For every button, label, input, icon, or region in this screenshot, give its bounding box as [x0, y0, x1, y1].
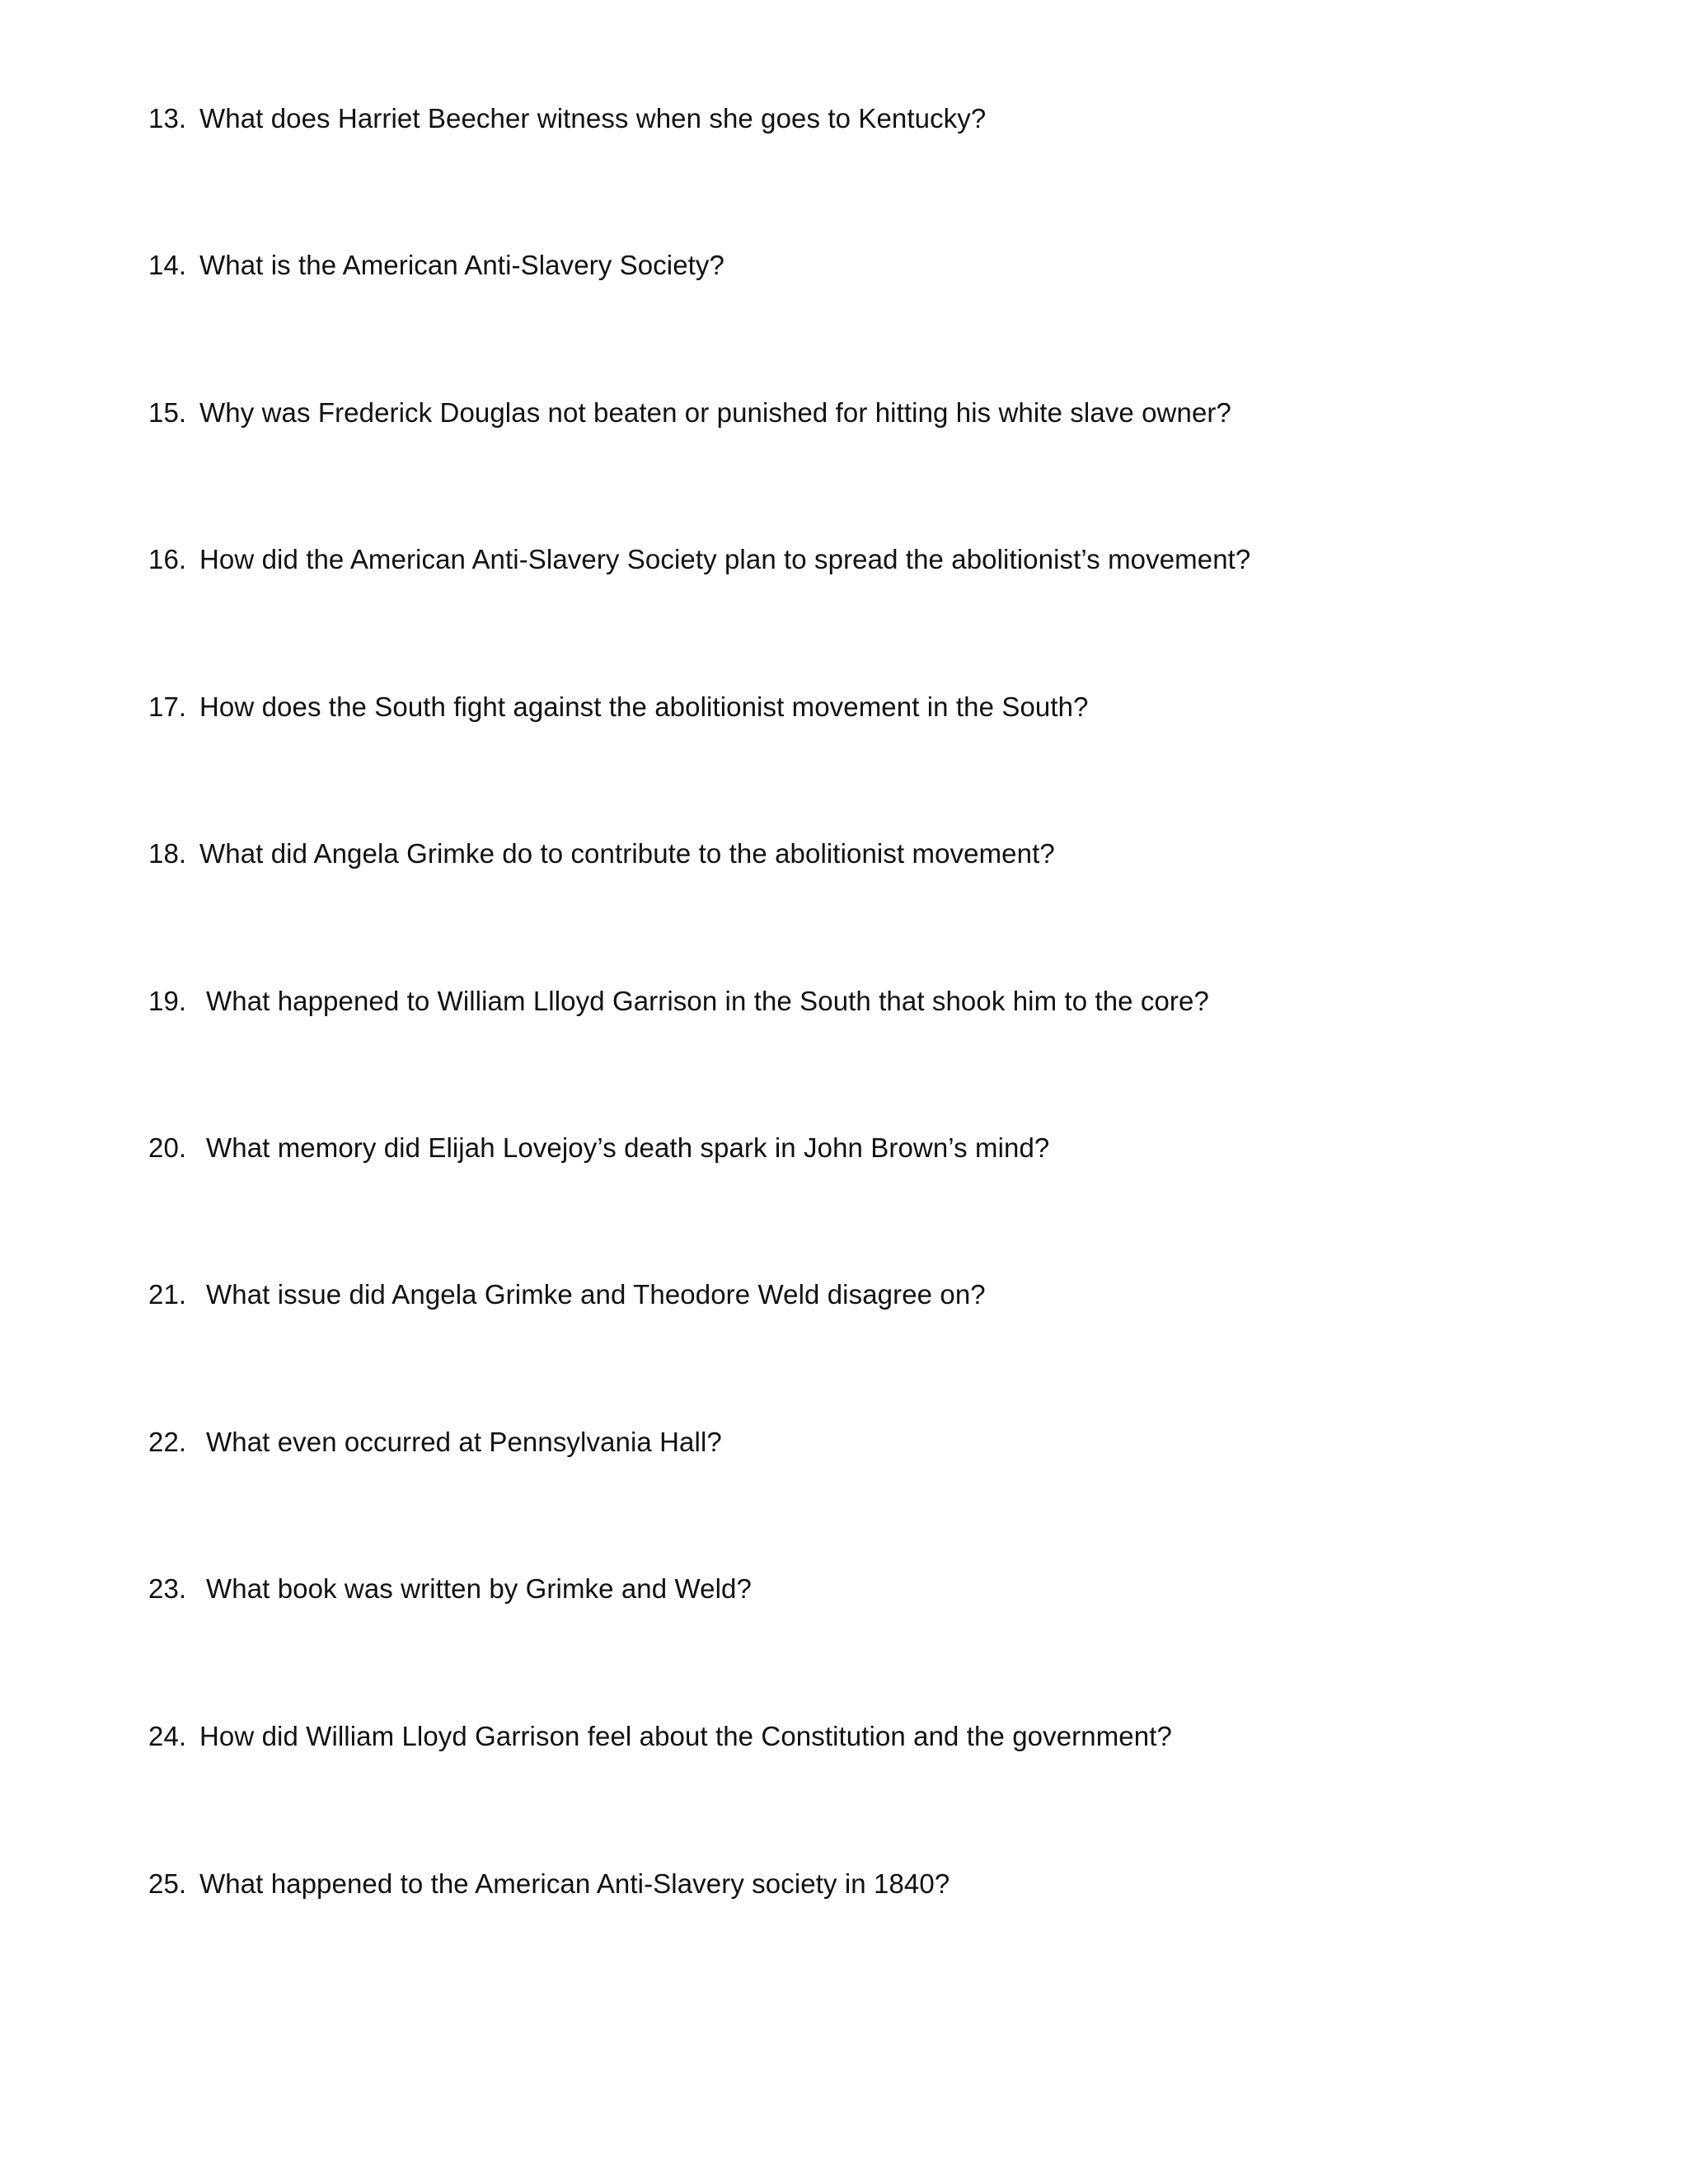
question-text: What memory did Elijah Lovejoy’s death spark in John Brown’s mind?: [206, 1132, 1050, 1163]
question-number: 23.: [148, 1573, 187, 1604]
question-text: What did Angela Grimke do to contribute to the abolitionist movement?: [199, 838, 1055, 869]
question-number: 17.: [148, 691, 187, 722]
question-text: What happened to William Llloyd Garrison in the South that shook him to the core?: [206, 986, 1209, 1016]
question-13: [148, 98, 1615, 139]
question-25: [148, 1863, 1615, 1905]
question-number: 22.: [148, 1427, 187, 1457]
question-number: 16.: [148, 544, 187, 574]
question-17: [148, 687, 1615, 728]
question-18: [148, 833, 1615, 874]
question-text: How did William Lloyd Garrison feel about the Constitution and the government?: [199, 1721, 1172, 1751]
question-23: [148, 1568, 1615, 1610]
question-15: [148, 392, 1615, 434]
question-text: What even occurred at Pennsylvania Hall?: [206, 1427, 722, 1457]
question-number: 14.: [148, 250, 187, 280]
question-21: [148, 1274, 1615, 1315]
question-text: How did the American Anti-Slavery Society plan to spread the abolitionist’s movement?: [199, 544, 1251, 574]
question-number: 19.: [148, 986, 187, 1016]
question-number: 13.: [148, 103, 187, 134]
question-19: [148, 981, 1615, 1022]
question-text: What issue did Angela Grimke and Theodore Weld disagree on?: [206, 1279, 986, 1310]
question-14: [148, 245, 1615, 286]
question-text: How does the South fight against the abolitionist movement in the South?: [199, 691, 1089, 722]
question-text: Why was Frederick Douglas not beaten or punished for hitting his white slave owner?: [199, 397, 1231, 428]
question-24: [148, 1716, 1615, 1757]
question-number: 20.: [148, 1132, 187, 1163]
question-number: 18.: [148, 838, 187, 869]
question-text: What is the American Anti-Slavery Society?: [199, 250, 724, 280]
question-text: What happened to the American Anti-Slavery society in 1840?: [199, 1868, 950, 1899]
question-22: [148, 1422, 1615, 1463]
question-16: [148, 539, 1615, 580]
question-number: 21.: [148, 1279, 187, 1310]
question-text: What book was written by Grimke and Weld?: [206, 1573, 752, 1604]
question-number: 25.: [148, 1868, 187, 1899]
question-20: [148, 1127, 1615, 1169]
question-text: What does Harriet Beecher witness when she goes to Kentucky?: [199, 103, 987, 134]
question-number: 15.: [148, 397, 187, 428]
question-number: 24.: [148, 1721, 187, 1751]
